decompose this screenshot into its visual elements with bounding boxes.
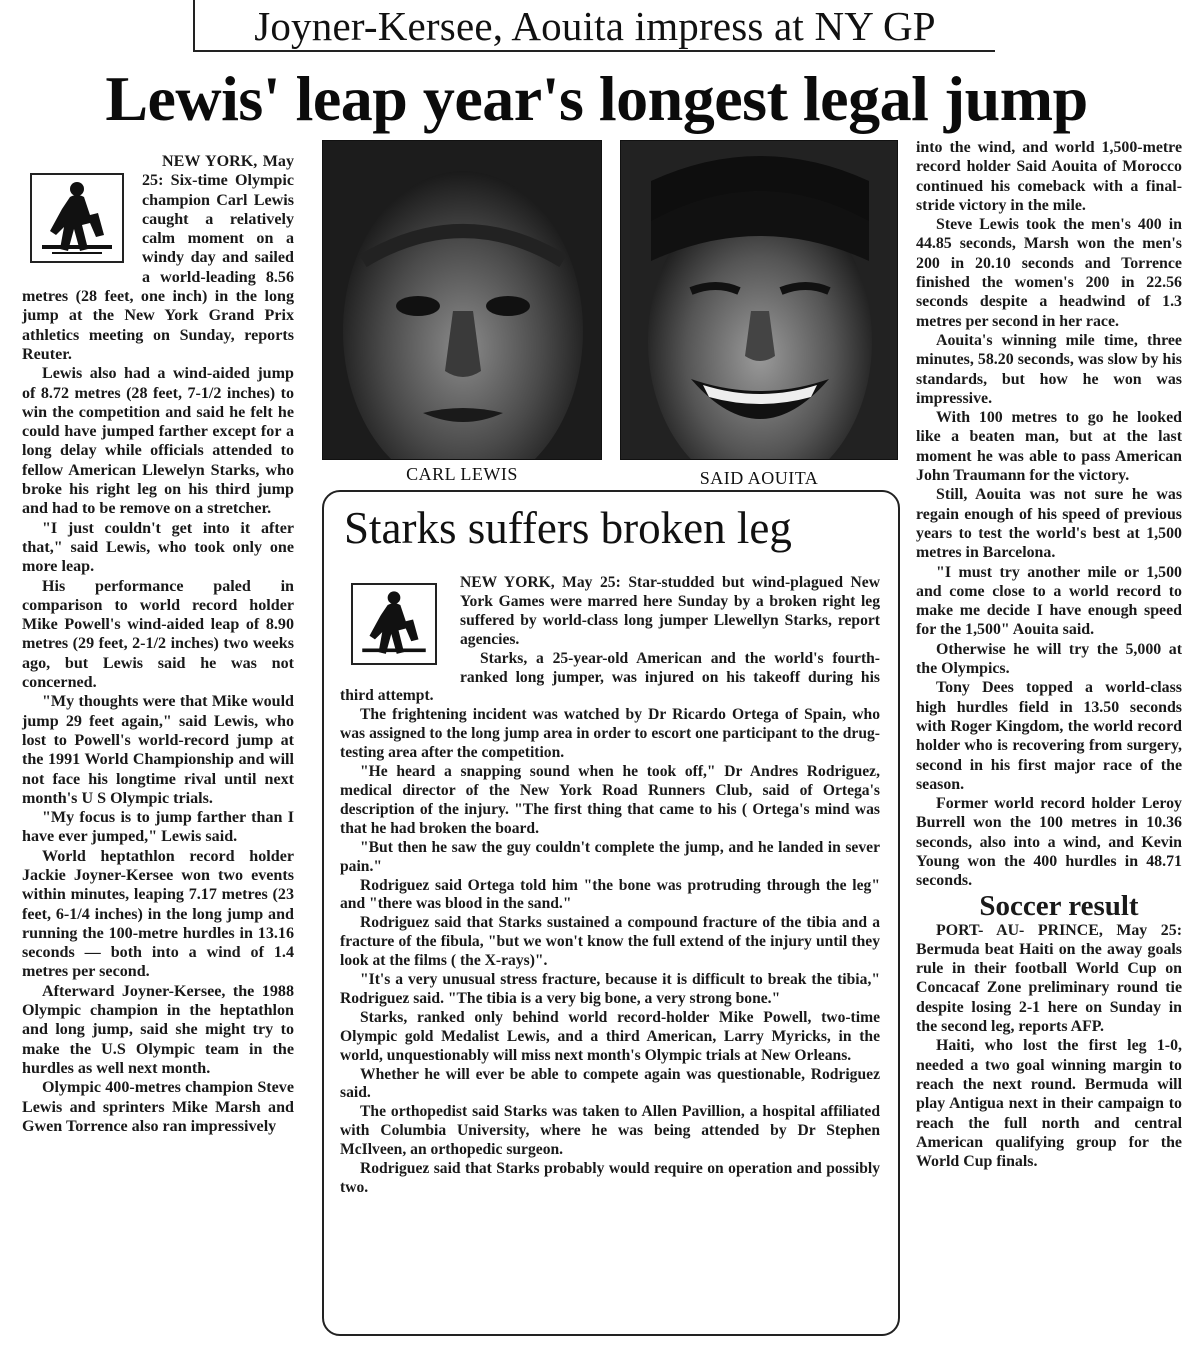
article-paragraph: Otherwise he will try the 5,000 at the Olympics. <box>916 640 1182 678</box>
said-aouita-photo <box>620 140 898 460</box>
article-paragraph: NEW YORK, May 25: Six-time Olympic champion Carl Lewis caught a relatively calm moment on a windy day and sailed a world-leading 8.56 metres (28 feet, one inch) in the long jump at the New York Grand Prix athletics meeting on Sunday, reports Reuter. <box>22 153 294 363</box>
article-paragraph: Steve Lewis took the men's 400 in 44.85 seconds, Marsh won the men's 200 in 20.10 seconds and Torrence finished the women's 200 in 22.56 seconds despite a headwind of 1.3 metres per second in her race. <box>916 216 1182 330</box>
main-headline: Lewis' leap year's longest legal jump <box>105 63 1088 134</box>
article-paragraph: "I just couldn't get into it after that," said Lewis, who took only one more leap. <box>22 519 294 576</box>
article-paragraph: Rodriguez said Ortega told him "the bone was protruding through the leg" and "there was blood in the sand." <box>340 876 880 913</box>
article-paragraph: The frightening incident was watched by Dr Ricardo Ortega of Spain, who was assigned to the long jump area in order to escort one participant to the drug-testing area after the competition. <box>340 706 880 762</box>
article-paragraph: "I must try another mile or 1,500 and come close to a world record to make me decide I have enough speed for the 1,500" Aouita said. <box>916 563 1182 639</box>
sidebar-article <box>340 574 880 1198</box>
carl-lewis-photo <box>322 140 602 460</box>
article-paragraph: Olympic 400-metres champion Steve Lewis and sprinters Mike Marsh and Gwen Torrence also ran impressively <box>22 1079 294 1135</box>
article-paragraph: NEW YORK, May 25: Star-studded but wind-plagued New York Games were marred here Sunday by a broken right leg suffered by world-class long jumper Llewellyn Starks, report agencies. <box>460 574 880 648</box>
carl-lewis-caption: CARL LEWIS <box>406 464 518 484</box>
article-paragraph: World heptathlon record holder Jackie Joyner-Kersee won two events within minutes, leaping 7.17 metres (23 feet, 6-1/4 inches) in the long jump and running the 100-metre hurdles in 13.16 seconds — both into a wind of 1.4 metres per second. <box>22 847 294 981</box>
article-paragraph: Lewis also had a wind-aided jump of 8.72 metres (28 feet, 7-1/2 inches) to win the competition and said he felt he could have jumped farther except for a long delay while officials attended to fellow American Llewelyn Starks, who broke his right leg on his third jump and had to be remove on a stretcher. <box>22 365 294 518</box>
sprinter-logo-icon <box>22 170 132 266</box>
article-paragraph: Whether he will ever be able to compete again was questionable, Rodriguez said. <box>340 1065 880 1102</box>
article-paragraph: His performance paled in comparison to world record holder Mike Powell's wind-aided leap of 8.90 metres (29 feet, 2-1/2 inches) two weeks ago, but Lewis said he was not concerned. <box>22 577 294 692</box>
soccer-result-headline: Soccer result <box>979 889 1139 922</box>
article-paragraph: PORT- AU- PRINCE, May 25: Bermuda beat Haiti on the away goals rule in their football World Cup on Concacaf Zone preliminary round tie despite losing 2-1 here on Sunday in the second leg, reports AFP. <box>916 921 1182 1036</box>
kicker-headline: Joyner-Kersee, Aouita impress at NY GP <box>254 3 936 49</box>
article-paragraph: Tony Dees topped a world-class high hurdles field in 13.50 seconds with Roger Kingdom, the world record holder who is recovering from surgery, second in his first major race of the season. <box>916 679 1182 793</box>
article-paragraph: "He heard a snapping sound when he took off," Dr Andres Rodriguez, medical director of the New York Road Runners Club, said of Ortega's description of the injury. "The first thing that came to his ( Ortega's mind was that he had broken the board. <box>340 763 880 837</box>
article-paragraph: "But then he saw the guy couldn't complete the jump, and he landed in sever pain." <box>340 838 880 875</box>
article-paragraph: Haiti, who lost the first leg 1-0, needed a two goal winning margin to reach the next round. Bermuda will play Antigua next in their campaign to reach the full north and central American qualifying group for the World Cup finals. <box>916 1037 1182 1171</box>
article-paragraph: "My thoughts were that Mike would jump 29 feet again," said Lewis, who lost to Powell's world-record jump at the 1991 World Championship and will not face his longtime rival until next month's U S Olympic trials. <box>22 693 294 807</box>
article-paragraph: Afterward Joyner-Kersee, the 1988 Olympic champion in the heptathlon and long jump, said she might try to make the U.S Olympic team in the hurdles as well next month. <box>22 982 294 1077</box>
article-paragraph: Former world record holder Leroy Burrell won the 100 metres in 10.36 seconds, also into a wind, and Kevin Young won the 400 hurdles in 48.71 seconds. <box>916 795 1182 890</box>
left-column <box>22 152 294 1136</box>
article-paragraph: Starks, a 25-year-old American and the world's fourth-ranked long jumper, was injured on his takeoff during his third attempt. <box>340 649 880 705</box>
said-aouita-caption: SAID AOUITA <box>699 468 819 488</box>
article-paragraph: The orthopedist said Starks was taken to Allen Pavillion, a hospital affiliated with Columbia University, where he was being attended by Dr Stephen McIlveen, an orthopedic surgeon. <box>340 1103 880 1159</box>
article-paragraph: Rodriguez said that Starks sustained a compound fracture of the tibia and a fracture of the fibula, "but we won't know the full extend of the injury until they look at the films ( the X-rays)". <box>340 914 880 970</box>
article-paragraph: Rodriguez said that Starks probably would require on operation and possibly two. <box>340 1160 880 1196</box>
sprinter-logo-icon <box>340 580 448 668</box>
article-paragraph: "It's a very unusual stress fracture, because it is difficult to break the tibia," Rodriguez said. "The tibia is a very big bone, a very strong bone." <box>340 971 880 1007</box>
article-paragraph: Aouita's winning mile time, three minutes, 58.20 seconds, was slow by his standards, but how he won was impressive. <box>916 331 1182 407</box>
article-paragraph: "My focus is to jump farther than I have ever jumped," Lewis said. <box>22 809 294 846</box>
article-paragraph: Starks, ranked only behind world record-holder Mike Powell, two-time Olympic gold Medalist Lewis, and a third American, Larry Myricks, in the world, unquestionably will miss next month's Olympic trials at New Orleans. <box>340 1008 880 1064</box>
right-column <box>916 138 1182 1171</box>
kicker-box <box>193 0 995 52</box>
article-paragraph: With 100 metres to go he looked like a beaten man, but at the last moment he was able to pass American John Traumann for the victory. <box>916 409 1182 485</box>
article-paragraph: into the wind, and world 1,500-metre record holder Said Aouita of Morocco continued his comeback with a final-stride victory in the mile. <box>916 139 1182 214</box>
article-paragraph: Still, Aouita was not sure he was regain enough of his speed of previous years to test the world's best at 1,500 metres in Barcelona. <box>916 486 1182 562</box>
sidebar-headline: Starks suffers broken leg <box>344 503 792 553</box>
